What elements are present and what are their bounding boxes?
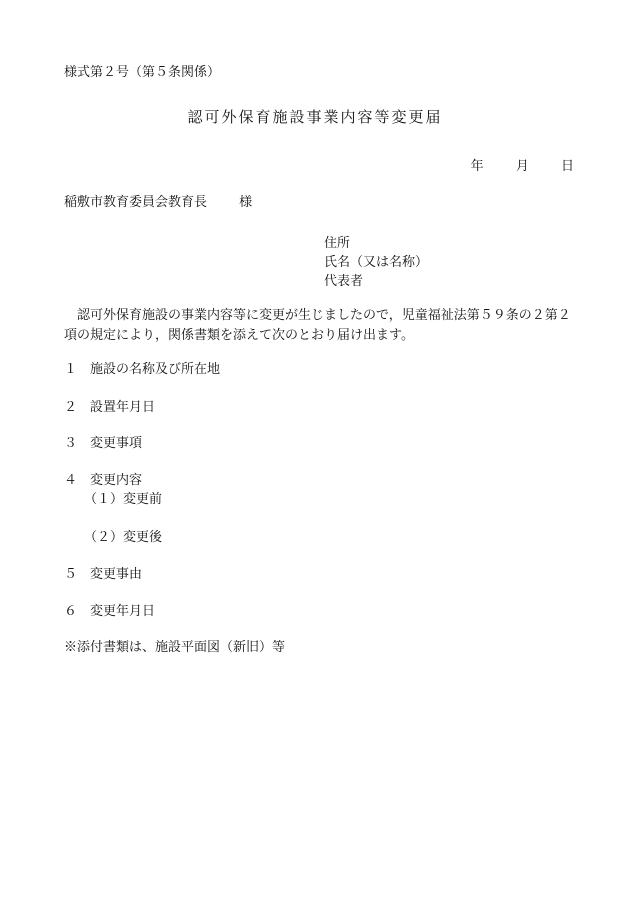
item-number: １	[64, 362, 78, 377]
item-number: ４	[64, 473, 78, 488]
item-label: 設置年月日	[90, 400, 156, 415]
item-3	[64, 437, 142, 450]
body-text	[64, 306, 571, 346]
body-line-2: 項の規定により，関係書類を添えて次のとおり届け出ます。	[64, 328, 414, 343]
date-month: 月	[515, 159, 529, 174]
date-year: 年	[470, 159, 484, 174]
addressee-honorific: 様	[239, 195, 253, 210]
item-label: 変更内容	[90, 473, 143, 488]
applicant-block	[324, 234, 428, 291]
item-6	[64, 605, 155, 618]
item-number: ３	[64, 436, 78, 451]
item-label: 施設の名称及び所在地	[90, 362, 221, 377]
addressee-name: 稲敷市教育委員会教育長	[64, 195, 208, 210]
address-label: 住所	[324, 236, 351, 251]
item-5	[64, 568, 142, 581]
attachment-note: ※添付書類は、施設平面図（新旧）等	[64, 640, 286, 655]
sub-item-after: （２）変更後	[84, 530, 163, 545]
date-day: 日	[560, 159, 574, 174]
item-label: 変更事項	[90, 436, 143, 451]
body-line-1: 認可外保育施設の事業内容等に変更が生じましたので，児童福祉法第５９条の２第２	[77, 308, 571, 323]
representative-label: 代表者	[324, 274, 364, 289]
addressee	[64, 196, 252, 209]
item-1	[64, 363, 220, 376]
item-2	[64, 401, 155, 414]
form-number: 様式第２号（第５条関係）	[64, 65, 221, 80]
item-4	[64, 474, 142, 487]
item-number: ５	[64, 567, 78, 582]
name-label: 氏名（又は名称）	[324, 255, 429, 270]
document-title: 認可外保育施設事業内容等変更届	[187, 108, 443, 126]
item-label: 変更年月日	[90, 604, 156, 619]
sub-item-before: （１）変更前	[84, 492, 163, 507]
item-number: ６	[64, 604, 78, 619]
item-label: 変更事由	[90, 567, 143, 582]
date-line	[443, 160, 574, 173]
item-number: ２	[64, 400, 78, 415]
